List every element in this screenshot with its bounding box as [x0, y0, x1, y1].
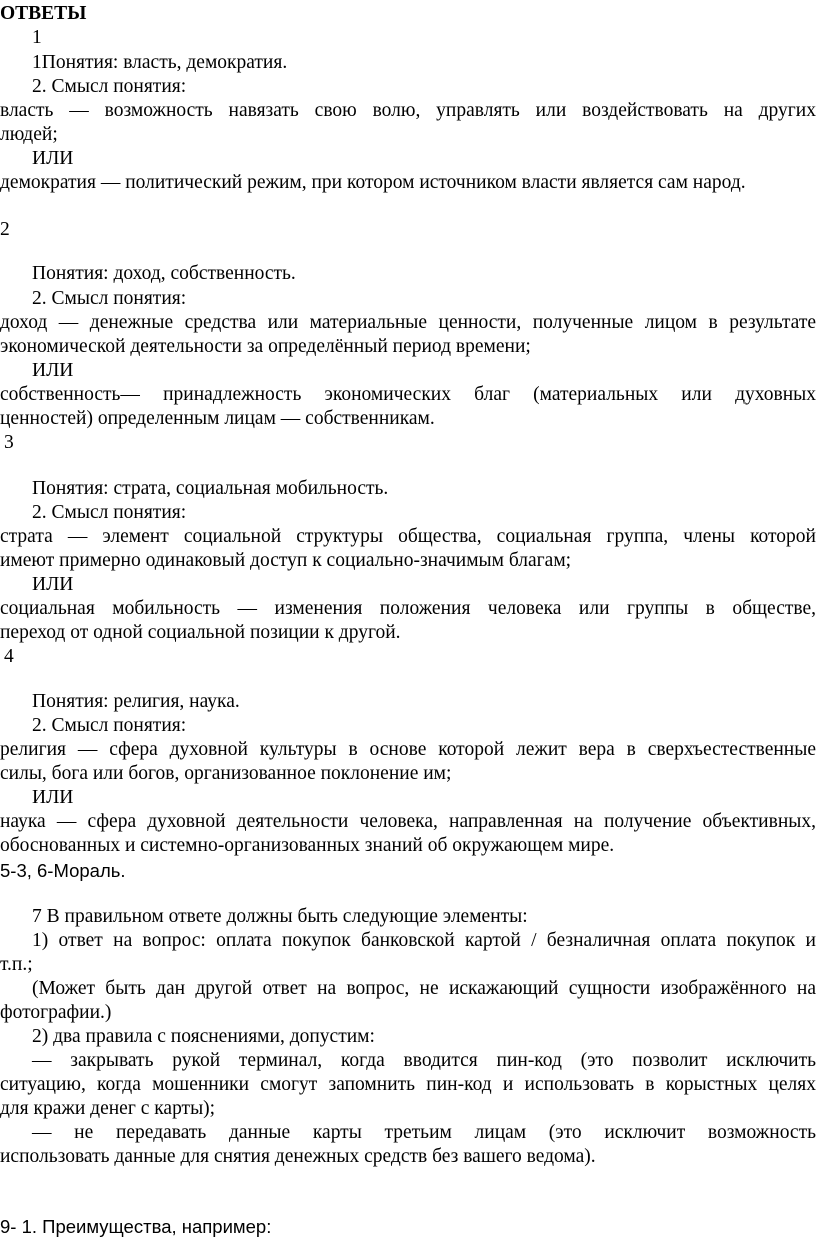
- q1-definition-1-cont: людей;: [0, 124, 58, 145]
- q2-meaning-label: 2. Смысл понятия:: [32, 288, 187, 309]
- q2-concepts: Понятия: доход, собственность.: [32, 263, 296, 284]
- q4-definition-1: религия — сфера духовной культуры в основе которой лежит вера в сверхъестественные: [0, 739, 816, 760]
- q1-definition-1: власть — возможность навязать свою волю, управлять или воздействовать на других: [0, 100, 816, 121]
- q1-meaning-label: 2. Смысл понятия:: [32, 76, 187, 97]
- q2-or: ИЛИ: [32, 360, 74, 381]
- q1-concepts: 1Понятия: власть, демократия.: [32, 52, 288, 73]
- q3-meaning-label: 2. Смысл понятия:: [32, 502, 187, 523]
- q7-point-2: 2) два правила с пояснениями, допустим:: [32, 1026, 375, 1047]
- q4-concepts: Понятия: религия, наука.: [32, 691, 240, 712]
- q5-q6-answers: 5-3, 6-Мораль.: [0, 860, 126, 881]
- q2-definition-2: собственность— принадлежность экономических благ (материальных или духовных: [0, 384, 816, 405]
- q2-definition-2-cont: ценностей) определенным лицам — собственникам.: [0, 408, 435, 429]
- q4-definition-2-cont: обоснованных и системно-организованных знаний об окружающем мире.: [0, 835, 615, 856]
- q3-definition-1-cont: имеют примерно одинаковый доступ к социально-значимым благам;: [0, 550, 572, 571]
- q7-rule-1-cont: ситуацию, когда мошенники смогут запомнить пин-код и использовать в корыстных целях: [0, 1074, 816, 1095]
- q4-meaning-label: 2. Смысл понятия:: [32, 715, 187, 736]
- q4-definition-1-cont: силы, бога или богов, организованное поклонение им;: [0, 763, 452, 784]
- q7-rule-2-cont: использовать данные для снятия денежных средств без вашего ведома).: [0, 1146, 596, 1167]
- q2-definition-1-cont: экономической деятельности за определённый период времени;: [0, 336, 531, 357]
- q7-note-cont: фотографии.): [0, 1002, 112, 1023]
- q3-definition-2-cont: переход от одной социальной позиции к другой.: [0, 622, 401, 643]
- q3-concepts: Понятия: страта, социальная мобильность.: [32, 478, 389, 499]
- heading: ОТВЕТЫ: [0, 3, 87, 24]
- q4-definition-2: наука — сфера духовной деятельности человека, направленная на получение объективных,: [0, 811, 816, 832]
- q7-point-1-cont: т.п.;: [0, 954, 33, 975]
- q7-intro: 7 В правильном ответе должны быть следующие элементы:: [32, 906, 528, 927]
- q7-point-1: 1) ответ на вопрос: оплата покупок банковской картой / безналичная оплата покупок и: [32, 930, 816, 951]
- q4-or: ИЛИ: [32, 787, 74, 808]
- q1-or: ИЛИ: [32, 148, 74, 169]
- q4-number: 4: [4, 646, 14, 667]
- q1-number: 1: [32, 27, 42, 48]
- q1-definition-2: демократия — политический режим, при котором источником власти является сам народ.: [0, 172, 746, 193]
- q3-definition-1: страта — элемент социальной структуры общества, социальная группа, члены которой: [0, 526, 816, 547]
- q7-rule-1: — закрывать рукой терминал, когда вводится пин-код (это позволит исключить: [32, 1050, 816, 1071]
- q7-note: (Может быть дан другой ответ на вопрос, не искажающий сущности изображённого на: [32, 978, 816, 999]
- q7-rule-1-end: для кражи денег с карты);: [0, 1098, 216, 1119]
- q2-number: 2: [0, 219, 10, 240]
- q9-heading: 9- 1. Преимущества, например:: [0, 1216, 272, 1237]
- q3-or: ИЛИ: [32, 574, 74, 595]
- q2-definition-1: доход — денежные средства или материальные ценности, полученные лицом в результате: [0, 312, 816, 333]
- q3-number: 3: [4, 432, 14, 453]
- q3-definition-2: социальная мобильность — изменения положения человека или группы в обществе,: [0, 598, 816, 619]
- q7-rule-2: — не передавать данные карты третьим лицам (это исключит возможность: [32, 1122, 816, 1143]
